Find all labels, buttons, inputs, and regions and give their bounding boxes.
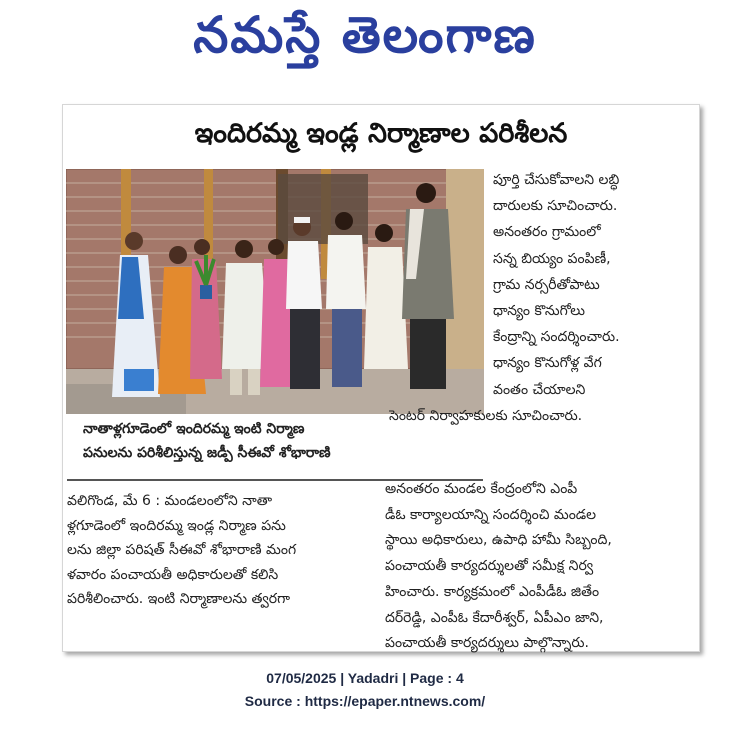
body-line: అనంతరం గ్రామంలో <box>493 224 601 241</box>
body-line: సన్న బియ్యం పంపిణీ, <box>493 250 611 267</box>
body-line: అనంతరం మండల కేంద్రంలోని ఎంపీ <box>385 481 578 497</box>
caption-line: పనులను పరిశీలిస్తున్న జడ్పీ సీఈవో శోభారాణి <box>83 445 331 461</box>
photo-illustration <box>66 169 484 414</box>
body-line: డీఓ కార్యాలయాన్ని సందర్శించి మండల <box>385 506 597 523</box>
body-line: పంచాయతీ కార్యదర్శులు పాల్గొన్నారు. <box>385 635 589 652</box>
source-link[interactable]: Source : https://epaper.ntnews.com/ <box>244 693 486 709</box>
body-line: హించారు. కార్యక్రమంలో ఎంపీడీఓ జితేం <box>385 583 600 600</box>
article-photo <box>66 169 484 414</box>
article-headline: ఇందిరమ్మ ఇండ్ల నిర్మాణాల పరిశీలన <box>194 118 568 149</box>
body-line: కేంద్రాన్ని సందర్శించారు. <box>493 329 620 346</box>
body-line: ళ్లగూడెంలో ఇందిరమ్మ ఇండ్ల నిర్మాణ పను <box>67 517 286 534</box>
body-line: వలిగొండ, మే 6 : మండలంలోని నాతా <box>67 493 272 509</box>
body-line: పంచాయతీ కార్యదర్శులతో సమీక్ష నిర్వ <box>385 558 594 575</box>
article-body-continued <box>385 477 697 657</box>
masthead-logo <box>0 4 730 66</box>
body-line: పరిశీలించారు. ఇంటి నిర్మాణాలను త్వరగా <box>67 591 290 607</box>
body-line: ళవారం పంచాయతీ అధికారులతో కలిసి <box>67 566 279 583</box>
body-line: ధాన్యం కొనుగోలు <box>493 303 586 320</box>
body-line: దర్‌రెడ్డి, ఎంపీఓ కేదారీశ్వర్, ఏపీఎం జాని, <box>385 609 604 626</box>
body-line: పూర్తి చేసుకోవాలని లబ్ధి <box>493 172 620 188</box>
body-line: సెంటర్ నిర్వాహకులకు సూచించారు. <box>389 407 583 424</box>
masthead-title: నమస్తే తెలంగాణ <box>193 5 537 64</box>
caption-line: నాతాళ్లగూడెంలో ఇందిరమ్మ ఇంటి నిర్మాణ <box>83 421 305 437</box>
news-clipping <box>62 104 700 652</box>
body-line: ధాన్యం కొనుగోళ్ల వేగ <box>493 355 602 372</box>
body-line: లను జిల్లా పరిషత్ సీఈవో శోభారాణి మంగ <box>67 542 297 558</box>
edition-info: 07/05/2025 | Yadadri | Page : 4 <box>266 670 464 686</box>
body-line: దారులకు సూచించారు. <box>493 198 618 215</box>
body-line: గ్రామ నర్సరీతోపాటు <box>493 276 600 293</box>
body-line: స్థాయి అధికారులు, ఉపాధి హామీ సిబ్బంది, <box>385 532 612 549</box>
article-body-right <box>389 167 695 429</box>
body-line: వంతం చేయాలని <box>493 381 586 398</box>
